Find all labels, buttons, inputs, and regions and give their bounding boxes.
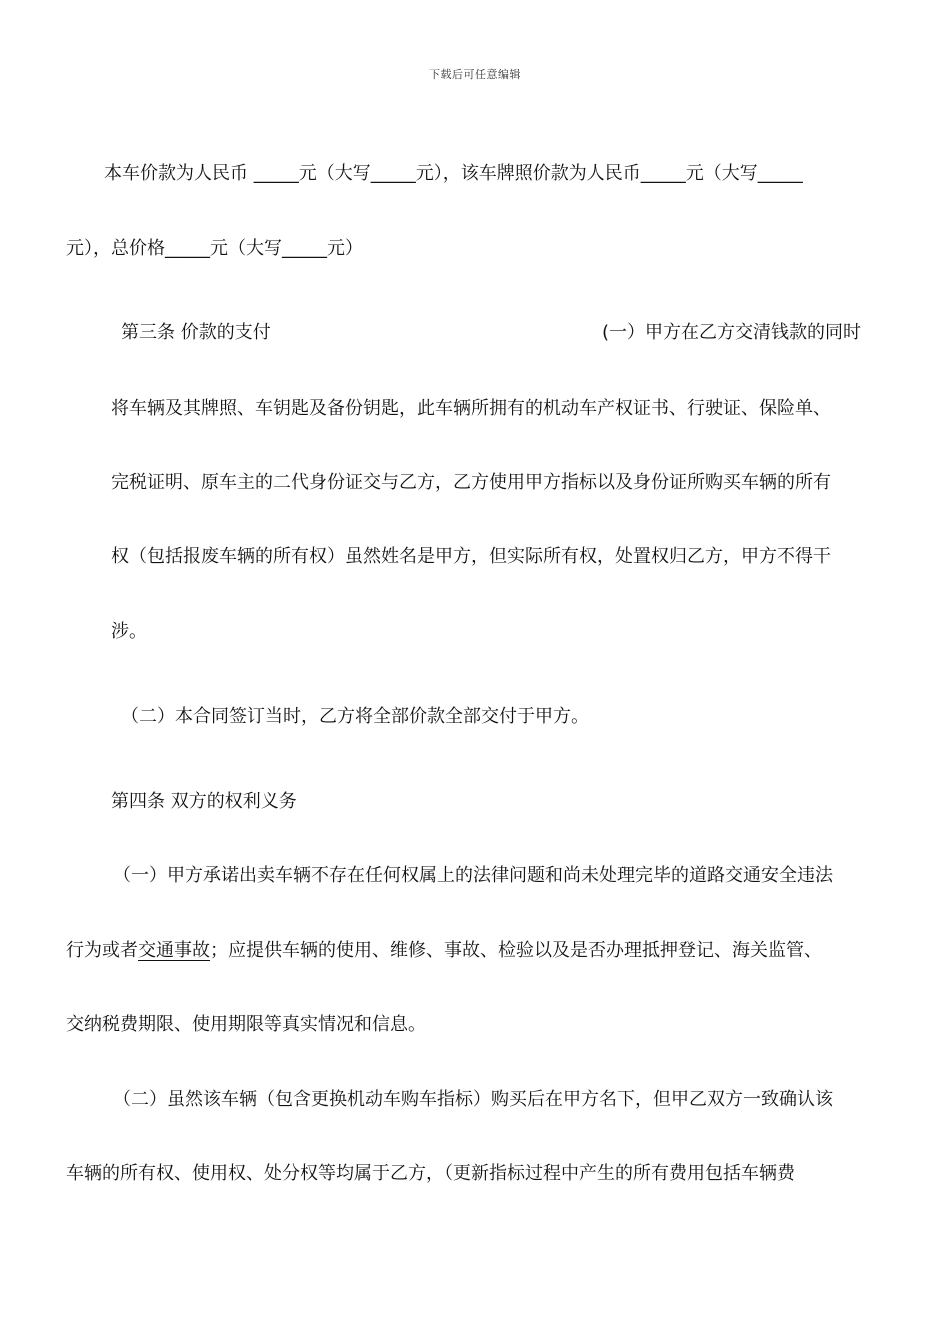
- paragraph-line: （一）甲方承诺出卖车辆不存在任何权属上的法律问题和尚未处理完毕的道路交通安全违法: [113, 865, 833, 886]
- paragraph-line: 交纳税费期限、使用期限等真实情况和信息。: [66, 1014, 426, 1035]
- paragraph-line: 本车价款为人民币 _____元（大写_____元），该车牌照价款为人民币_____元（大写_____: [104, 163, 803, 184]
- paragraph-line: 车辆的所有权、使用权、处分权等均属于乙方，（更新指标过程中产生的所有费用包括车辆费: [66, 1163, 795, 1184]
- section-heading-article-4: 第四条 双方的权利义务: [111, 791, 297, 812]
- paragraph-line: 涉。: [111, 621, 147, 642]
- text-span: ；应提供车辆的使用、维修、事故、检验以及是否办理抵押登记、海关监管、: [210, 940, 822, 961]
- paragraph-line: [66, 940, 822, 962]
- text-span: 行为或者: [66, 940, 138, 961]
- paragraph-line: (一）甲方在乙方交清钱款的同时: [602, 322, 862, 343]
- paragraph-line: 权（包括报废车辆的所有权）虽然姓名是甲方，但实际所有权，处置权归乙方，甲方不得干: [111, 546, 831, 567]
- paragraph-line: 将车辆及其牌照、车钥匙及备份钥匙，此车辆所拥有的机动车产权证书、行驶证、保险单、: [111, 398, 831, 419]
- paragraph-line: （二）本合同签订当时，乙方将全部价款全部交付于甲方。: [121, 706, 589, 727]
- paragraph-line: 完税证明、原车主的二代身份证交与乙方，乙方使用甲方指标以及身份证所购买车辆的所有: [111, 472, 831, 493]
- traffic-accident-link[interactable]: 交通事故: [138, 940, 210, 961]
- section-heading-article-3: 第三条 价款的支付: [121, 322, 271, 343]
- paragraph-line: （二）虽然该车辆（包含更换机动车购车指标）购买后在甲方名下，但甲乙双方一致确认该: [113, 1089, 833, 1110]
- paragraph-line: 元），总价格_____元（大写_____元）: [66, 238, 363, 259]
- page-header-note: 下载后可任意编辑: [429, 68, 521, 81]
